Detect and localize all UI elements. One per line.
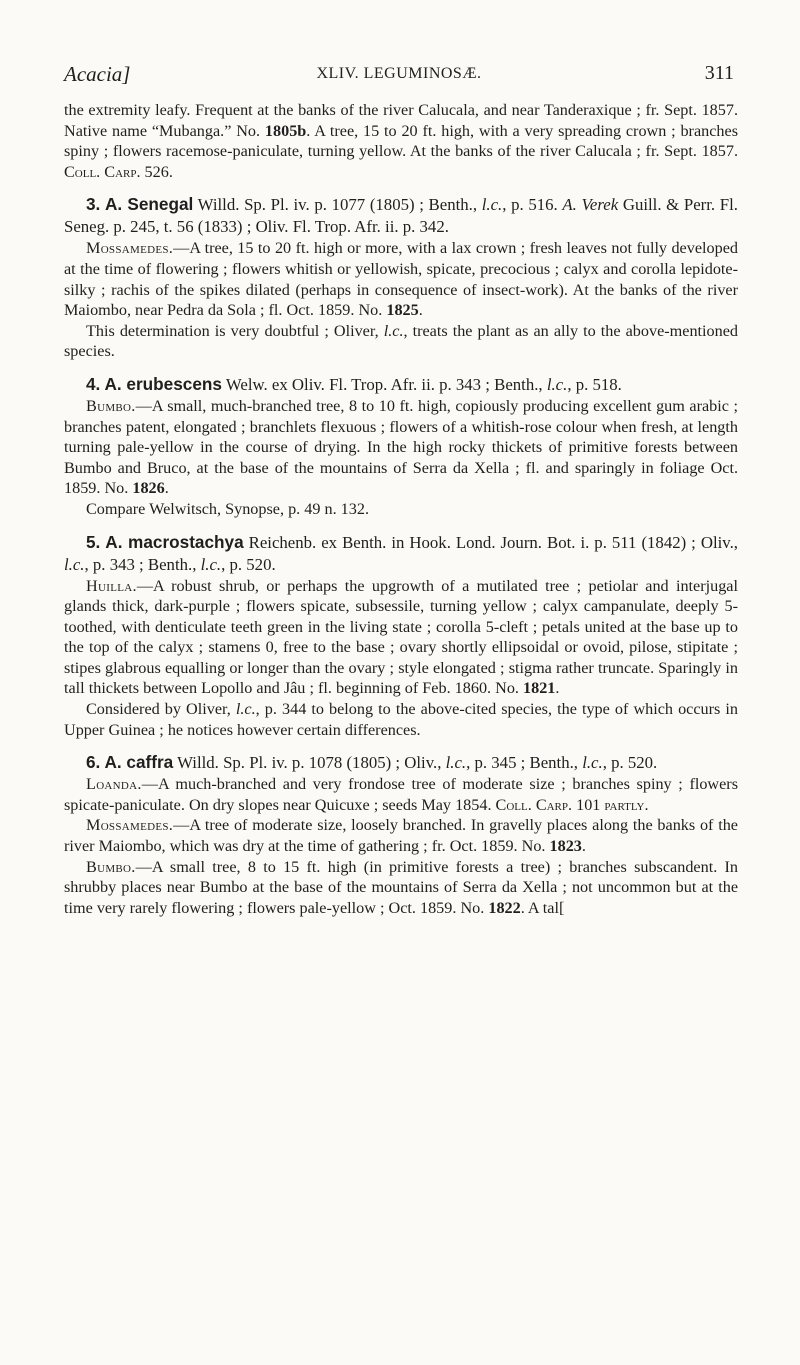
loc-cit: l.c. bbox=[481, 195, 503, 215]
page-body bbox=[64, 100, 738, 918]
locality-paragraph bbox=[64, 576, 738, 700]
text-run: , p. 518. bbox=[567, 374, 622, 394]
locality-paragraph bbox=[64, 857, 738, 919]
locality-name: Bumbo. bbox=[86, 857, 136, 876]
locality-paragraph bbox=[64, 815, 738, 856]
specimen-number: 1825 bbox=[386, 301, 419, 320]
text-run: . A tree, 15 to 20 ft. high, with a very spreading crown ; branches spiny ; flowers racemose-paniculate, turning yellow. At the banks of the river Calucala ; fr. Sept. 1857. bbox=[64, 121, 738, 161]
loc-cit: l.c. bbox=[546, 374, 568, 394]
species-heading-erubescens bbox=[64, 373, 738, 396]
species-heading-caffra bbox=[64, 751, 738, 774]
loc-cit: l.c. bbox=[445, 753, 467, 773]
specimen-number: 1822 bbox=[488, 898, 521, 917]
description-text: —A tree, 15 to 20 ft. high or more, with a lax crown ; fresh leaves not fully developed at the time of flowering ; flowers whitish or yellowish, spicate, precocious ; calyx and corolla lepidote-silky ; rachis of the spikes dilated (perhaps in consequence of insect-work). At the banks of the river Maiombo, near Pedra da Sola ; fl. Oct. 1859. No. bbox=[64, 239, 738, 320]
text-run: . A tal[ bbox=[520, 898, 565, 917]
locality-name: Huilla. bbox=[86, 576, 137, 595]
locality-name: Mossamedes. bbox=[86, 816, 174, 835]
species-name: 6. A. caffra bbox=[86, 752, 174, 773]
locality-name: Mossamedes. bbox=[86, 239, 174, 258]
specimen-number: 1826 bbox=[132, 479, 165, 498]
page-number: 311 bbox=[704, 62, 734, 84]
header-section: XLIV. LEGUMINOSÆ. bbox=[316, 65, 482, 82]
note-paragraph bbox=[64, 699, 738, 740]
text-run: , p. 516. bbox=[502, 195, 563, 215]
species-authority: Willd. Sp. Pl. iv. p. 1078 (1805) ; Oliv., bbox=[173, 753, 446, 773]
synonym-authority: Guill. & Perr. Fl. Seneg. p. 245, t. 56 (1833) ; Oliv. Fl. Trop. Afr. ii. p. 342. bbox=[64, 195, 738, 237]
specimen-number: 1805b bbox=[264, 121, 307, 140]
text-run: Considered by Oliver, bbox=[86, 700, 236, 719]
text-run: , treats the plant as an ally to the above-mentioned species. bbox=[64, 321, 738, 361]
description-text: —A small, much-branched tree, 8 to 10 ft. high, copiously producing excellent gum arabic ; branches patent, elongated ; branchlets flexuous ; flowers of a whitish-rose colour when fresh, at length turning pale-yellow in the course of drying. In the high rocky thickets of primitive forests between Bumbo and Bruco, at the base of the mountains of Serra da Xella ; fl. and sparingly in foliage Oct. 1859. No. bbox=[64, 396, 738, 498]
specimen-number: 1821 bbox=[523, 679, 556, 698]
collection-ref: Coll. Carp. 101 partly. bbox=[495, 795, 649, 814]
loc-cit: l.c. bbox=[235, 700, 256, 719]
species-heading-macrostachya bbox=[64, 531, 738, 576]
running-header bbox=[64, 62, 734, 90]
text-run: , p. 345 ; Benth., bbox=[466, 753, 583, 773]
text-run: , p. 520. bbox=[221, 554, 276, 574]
locality-paragraph bbox=[64, 396, 738, 499]
text-run: This determination is very doubtful ; Oliver, bbox=[86, 321, 384, 340]
continuation-paragraph bbox=[64, 100, 738, 182]
loc-cit: l.c. bbox=[200, 554, 222, 574]
specimen-number: 1823 bbox=[549, 837, 582, 856]
text-run: the extremity leafy. Frequent at the banks of the river Calucala, and near Tanderaxique ; fr. Sept. 1857. Native name “Mubanga.” No. bbox=[64, 101, 738, 140]
species-authority: Welw. ex Oliv. Fl. Trop. Afr. ii. p. 343 ; Benth., bbox=[221, 374, 547, 394]
locality-paragraph bbox=[64, 774, 738, 815]
species-name: 5. A. macrostachya bbox=[86, 531, 244, 552]
note-paragraph: Compare Welwitsch, Synopse, p. 49 n. 132. bbox=[86, 499, 370, 518]
text-run: . bbox=[555, 679, 560, 698]
text-run: . bbox=[164, 479, 169, 498]
description-text: —A small tree, 8 to 15 ft. high (in primitive forests a tree) ; branches subscandent. In shrubby places near Bumbo at the base of the mountains of Serra da Xella ; not uncommon but at the time very rarely flowering ; flowers pale-yellow ; Oct. 1859. No. bbox=[64, 857, 738, 917]
locality-paragraph bbox=[64, 238, 738, 320]
loc-cit: l.c. bbox=[64, 554, 85, 574]
text-run: . bbox=[418, 301, 423, 320]
text-run: , p. 344 to belong to the above-cited species, the type of which occurs in Upper Guinea ; he notices however certain differences. bbox=[64, 700, 738, 739]
text-run: , p. 520. bbox=[602, 753, 658, 773]
description-text: —A tree of moderate size, loosely branched. In gravelly places along the banks of the river Maiombo, which was dry at the time of gathering ; fr. Oct. 1859. No. bbox=[64, 816, 738, 856]
collection-ref: Coll. Carp. 526. bbox=[64, 162, 173, 181]
species-name: 3. A. Senegal bbox=[86, 194, 194, 215]
loc-cit: l.c. bbox=[383, 321, 404, 340]
species-authority: Willd. Sp. Pl. iv. p. 1077 (1805) ; Benth., bbox=[193, 195, 482, 215]
note-paragraph bbox=[64, 321, 738, 362]
header-genus: Acacia] bbox=[64, 62, 131, 86]
text-run: , p. 343 ; Benth., bbox=[84, 554, 201, 574]
loc-cit: l.c. bbox=[582, 753, 603, 773]
locality-name: Loanda. bbox=[86, 775, 142, 794]
locality-name: Bumbo. bbox=[86, 396, 136, 415]
synonym-name: A. Verek bbox=[562, 195, 619, 215]
description-text: —A much-branched and very frondose tree of moderate size ; branches spiny ; flowers spicate-paniculate. On dry slopes near Quicuxe ; seeds May 1854. bbox=[64, 775, 738, 814]
species-authority: Reichenb. ex Benth. in Hook. Lond. Journ. Bot. i. p. 511 (1842) ; Oliv., bbox=[243, 532, 738, 552]
description-text: —A robust shrub, or perhaps the upgrowth of a mutilated tree ; petiolar and interjugal glands thick, dark-purple ; flowers spicate, subsessile, turning yellow ; calyx campanulate, deeply 5-toothed, with denticulate teeth green in the living state ; corolla 5-cleft ; petals united at the base up to the top of the calyx ; stamens 0, free to the base ; ovary shortly ellipsoidal or ovoid, pilose, stipitate ; stipes glabrous equalling or longer than the ovary ; style elongated ; stigma rather truncate. Sparingly in tall thickets between Lopollo and Jâu ; fl. beginning of Feb. 1860. No. bbox=[64, 576, 738, 698]
species-name: 4. A. erubescens bbox=[86, 373, 222, 394]
text-run: . bbox=[581, 837, 586, 856]
species-heading-senegal bbox=[64, 193, 738, 238]
